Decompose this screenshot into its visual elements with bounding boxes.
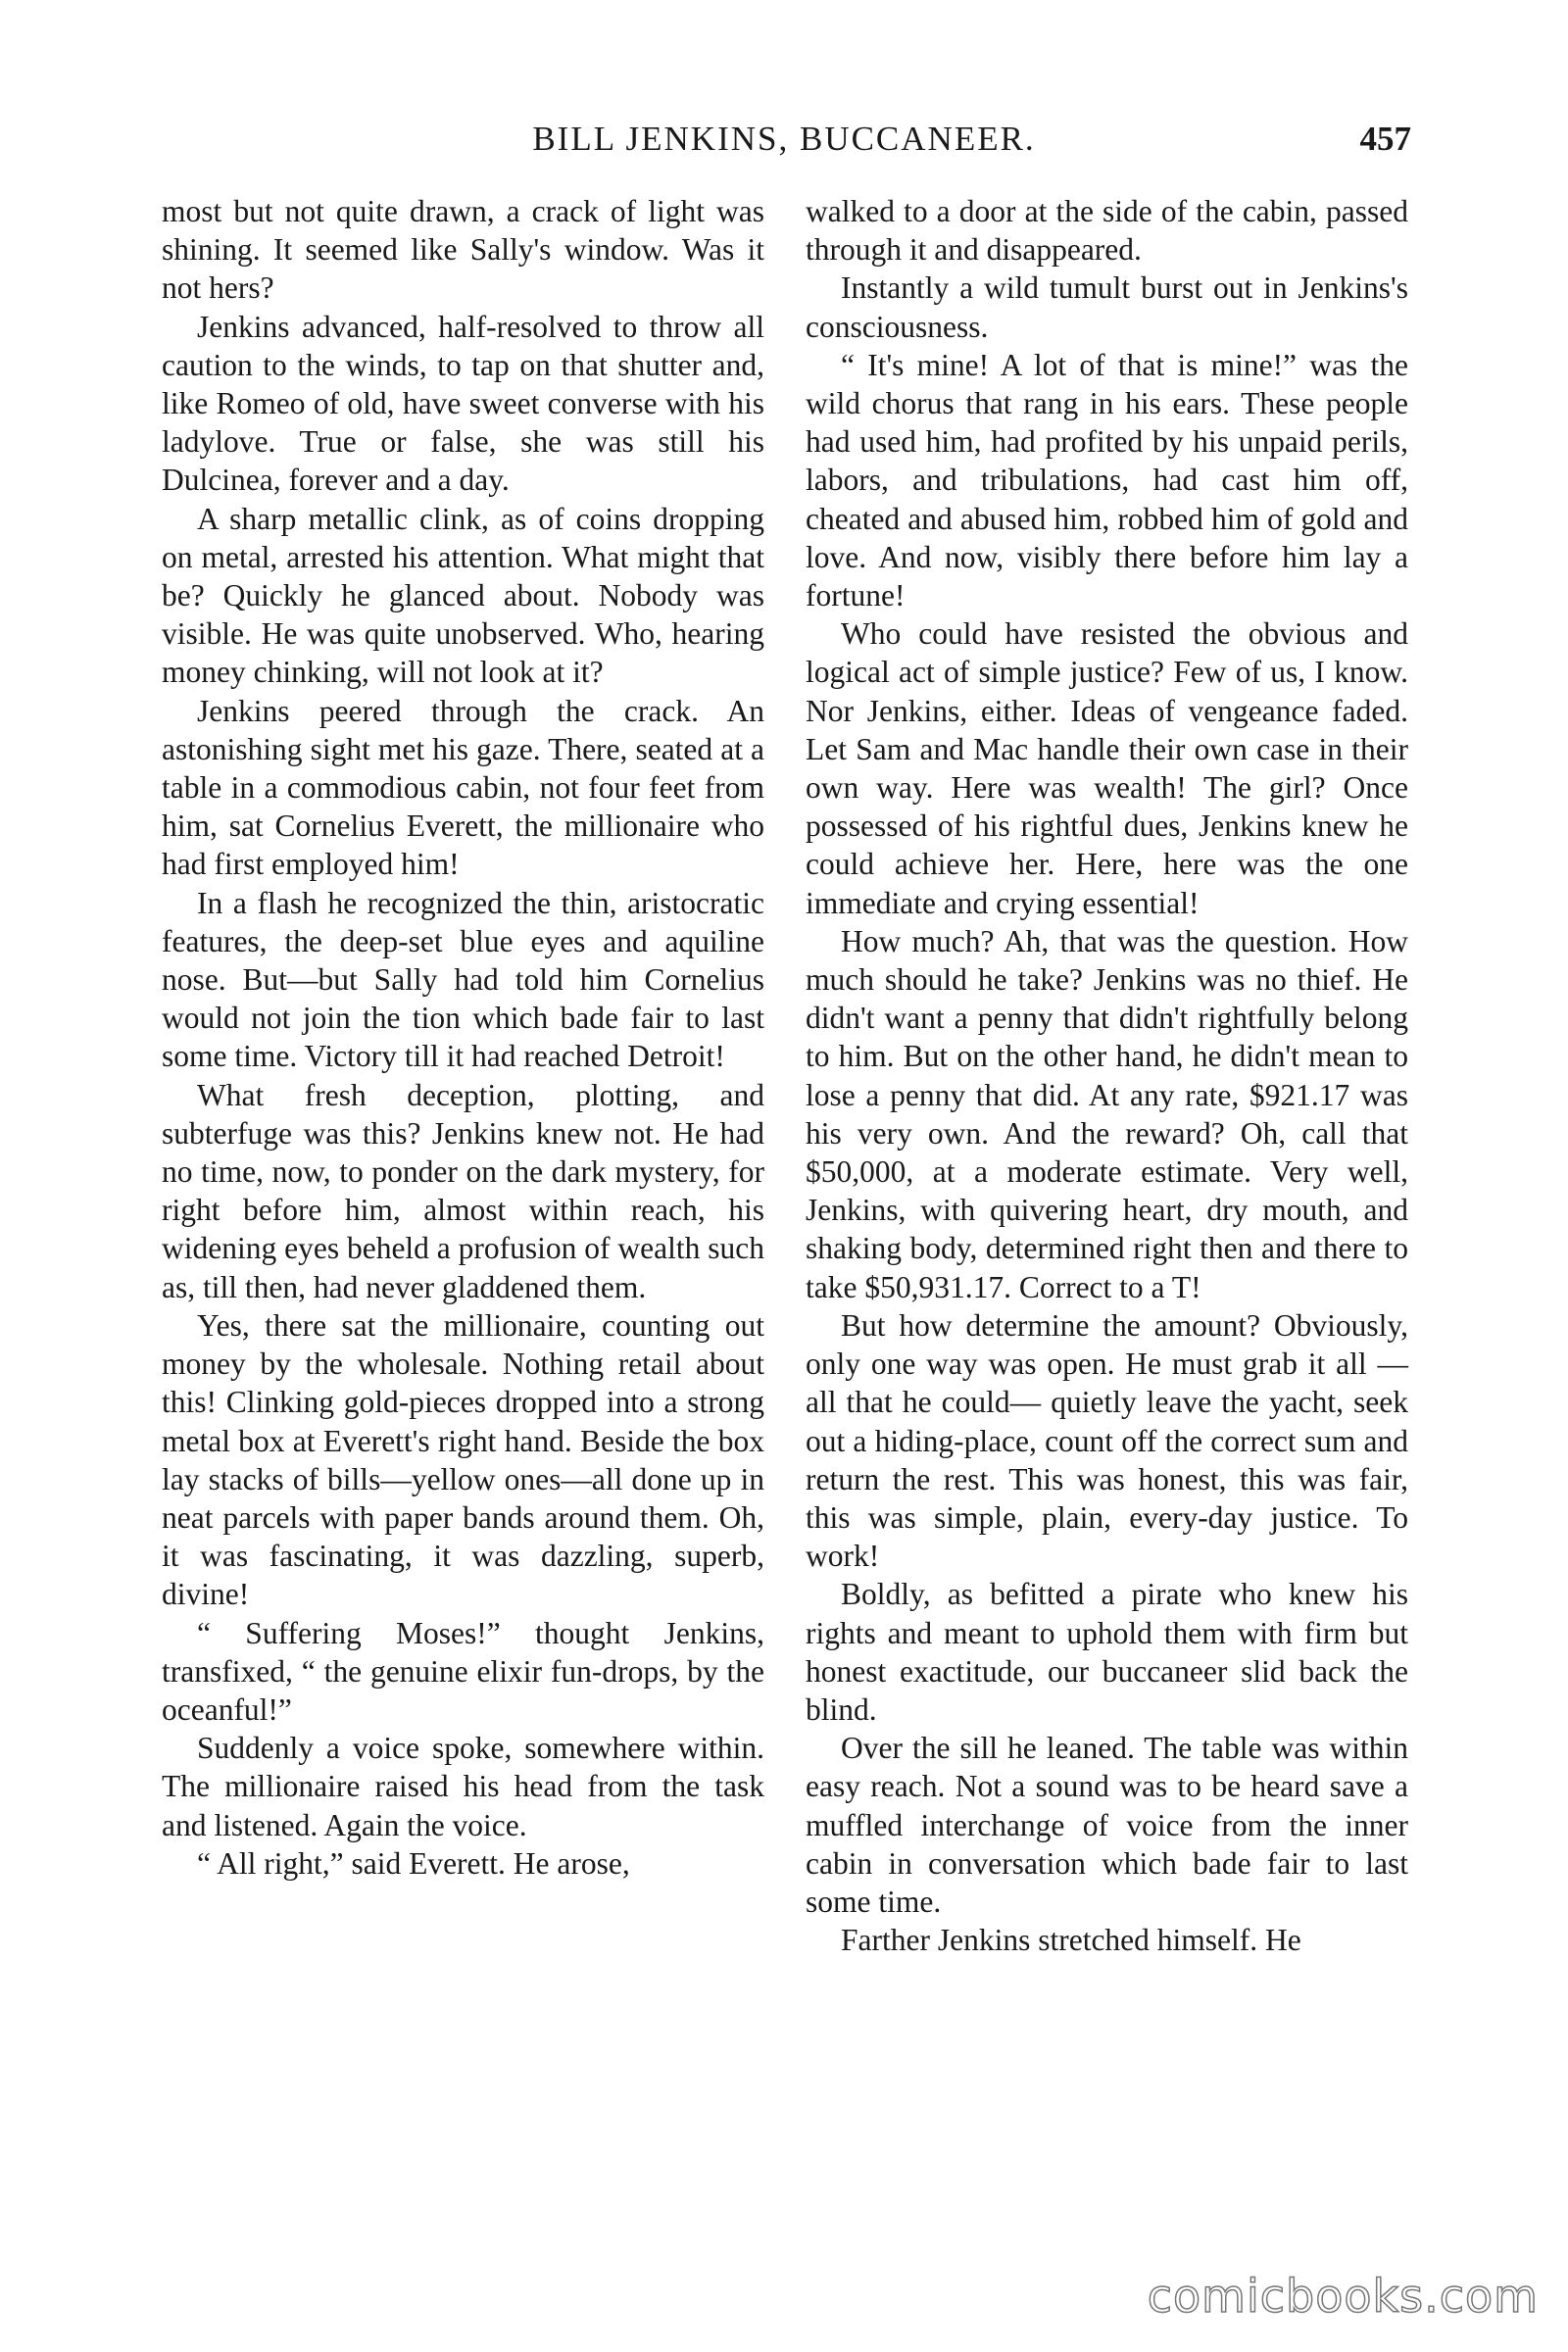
paragraph: Yes, there sat the millionaire, counting out money by the wholesale. Nothing retail about this! Clinking gold-pieces dropped into a strong metal box at Everett's right hand. Beside the box lay stacks of bills—yellow ones—all done up in neat parcels with paper bands around them. Oh, it was fascinating, it was dazzling, superb, divine! [162,1307,764,1612]
paragraph: “ All right,” said Everett. He arose, [197,1845,630,1881]
paragraph: “ It's mine! A lot of that is mine!” was the wild chorus that rang in his ears. These people had used him, had profited by his unpaid perils, labors, and tribulations, had cast him off, cheated and abused him, robbed him of gold and love. And now, visibly there before him lay a fortune! [806,347,1408,613]
paragraph: “ Suffering Moses!” thought Jenkins, transfixed, “ the genuine elixir fun-drops, by the oceanful!” [162,1615,764,1727]
paragraph: What fresh deception, plotting, and subterfuge was this? Jenkins knew not. He had no time, now, to ponder on the dark mystery, for right before him, almost within reach, his widening eyes beheld a profusion of wealth such as, till then, had never gladdened them. [162,1077,764,1304]
paragraph: Boldly, as befitted a pirate who knew his rights and meant to uphold them with firm but honest exactitude, our buccaneer slid back the blind. [806,1577,1408,1727]
right-column [806,192,1408,1959]
paragraph: Over the sill he leaned. The table was within easy reach. Not a sound was to be heard save a muffled interchange of voice from the inner cabin in conversation which bade fair to last some time. [806,1731,1408,1919]
left-column [162,192,764,1883]
paragraph: Farther Jenkins stretched himself. He [841,1923,1301,1958]
page-header [157,120,1411,169]
paragraph: In a flash he recognized the thin, aristocratic features, the deep-set blue eyes and aquiline nose. But—but Sally had told him Cornelius would not join the tion which bade fair to last some time. Victory till it had reached Detroit! [162,885,764,1074]
running-title: BILL JENKINS, BUCCANEER. [532,120,1036,158]
paragraph: Jenkins peered through the crack. An astonishing sight met his gaze. There, seated at a table in a commodious cabin, not four feet from him, sat Cornelius Everett, the millionaire who had first employed him! [162,693,764,882]
paragraph: most but not quite drawn, a crack of light was shining. It seemed like Sally's window. Was it not hers? [162,194,764,306]
watermark: comicbooks.com [1147,2270,1539,2323]
paragraph: A sharp metallic clink, as of coins dropping on metal, arrested his attention. What might that be? Quickly he glanced about. Nobody was visible. He was quite unobserved. Who, hearing money chinking, will not look at it? [162,501,764,690]
paragraph: walked to a door at the side of the cabin, passed through it and disappeared. [806,194,1408,268]
paragraph: Who could have resisted the obvious and logical act of simple justice? Few of us, I know. Nor Jenkins, either. Ideas of vengeance faded. Let Sam and Mac handle their own case in their own way. Here was wealth! The girl? Once possessed of his rightful dues, Jenkins knew he could achieve her. Here, here was the one immediate and crying essential! [806,616,1408,920]
paragraph: How much? Ah, that was the question. How much should he take? Jenkins was no thief. He didn't want a penny that didn't rightfully belong to him. But on the other hand, he didn't mean to lose a penny that did. At any rate, $921.17 was his very own. And the reward? Oh, call that $50,000, at a moderate estimate. Very well, Jenkins, with quivering heart, dry mouth, and shaking body, determined right then and there to take $50,931.17. Correct to a T! [806,923,1408,1304]
paragraph: Instantly a wild tumult burst out in Jenkins's consciousness. [806,270,1408,344]
page-number: 457 [1359,120,1411,158]
paragraph: But how determine the amount? Obviously, only one way was open. He must grab it all — all that he could— quietly leave the yacht, seek out a hiding-place, count off the correct sum and return the rest. This was honest, this was fair, this was simple, plain, every-day justice. To work! [806,1307,1408,1574]
paragraph: Suddenly a voice spoke, somewhere within. The millionaire raised his head from the task and listened. Again the voice. [162,1731,764,1842]
paragraph: Jenkins advanced, half-resolved to throw all caution to the winds, to tap on that shutter and, like Romeo of old, have sweet converse with his ladylove. True or false, she was still his Dulcinea, forever and a day. [162,309,764,498]
